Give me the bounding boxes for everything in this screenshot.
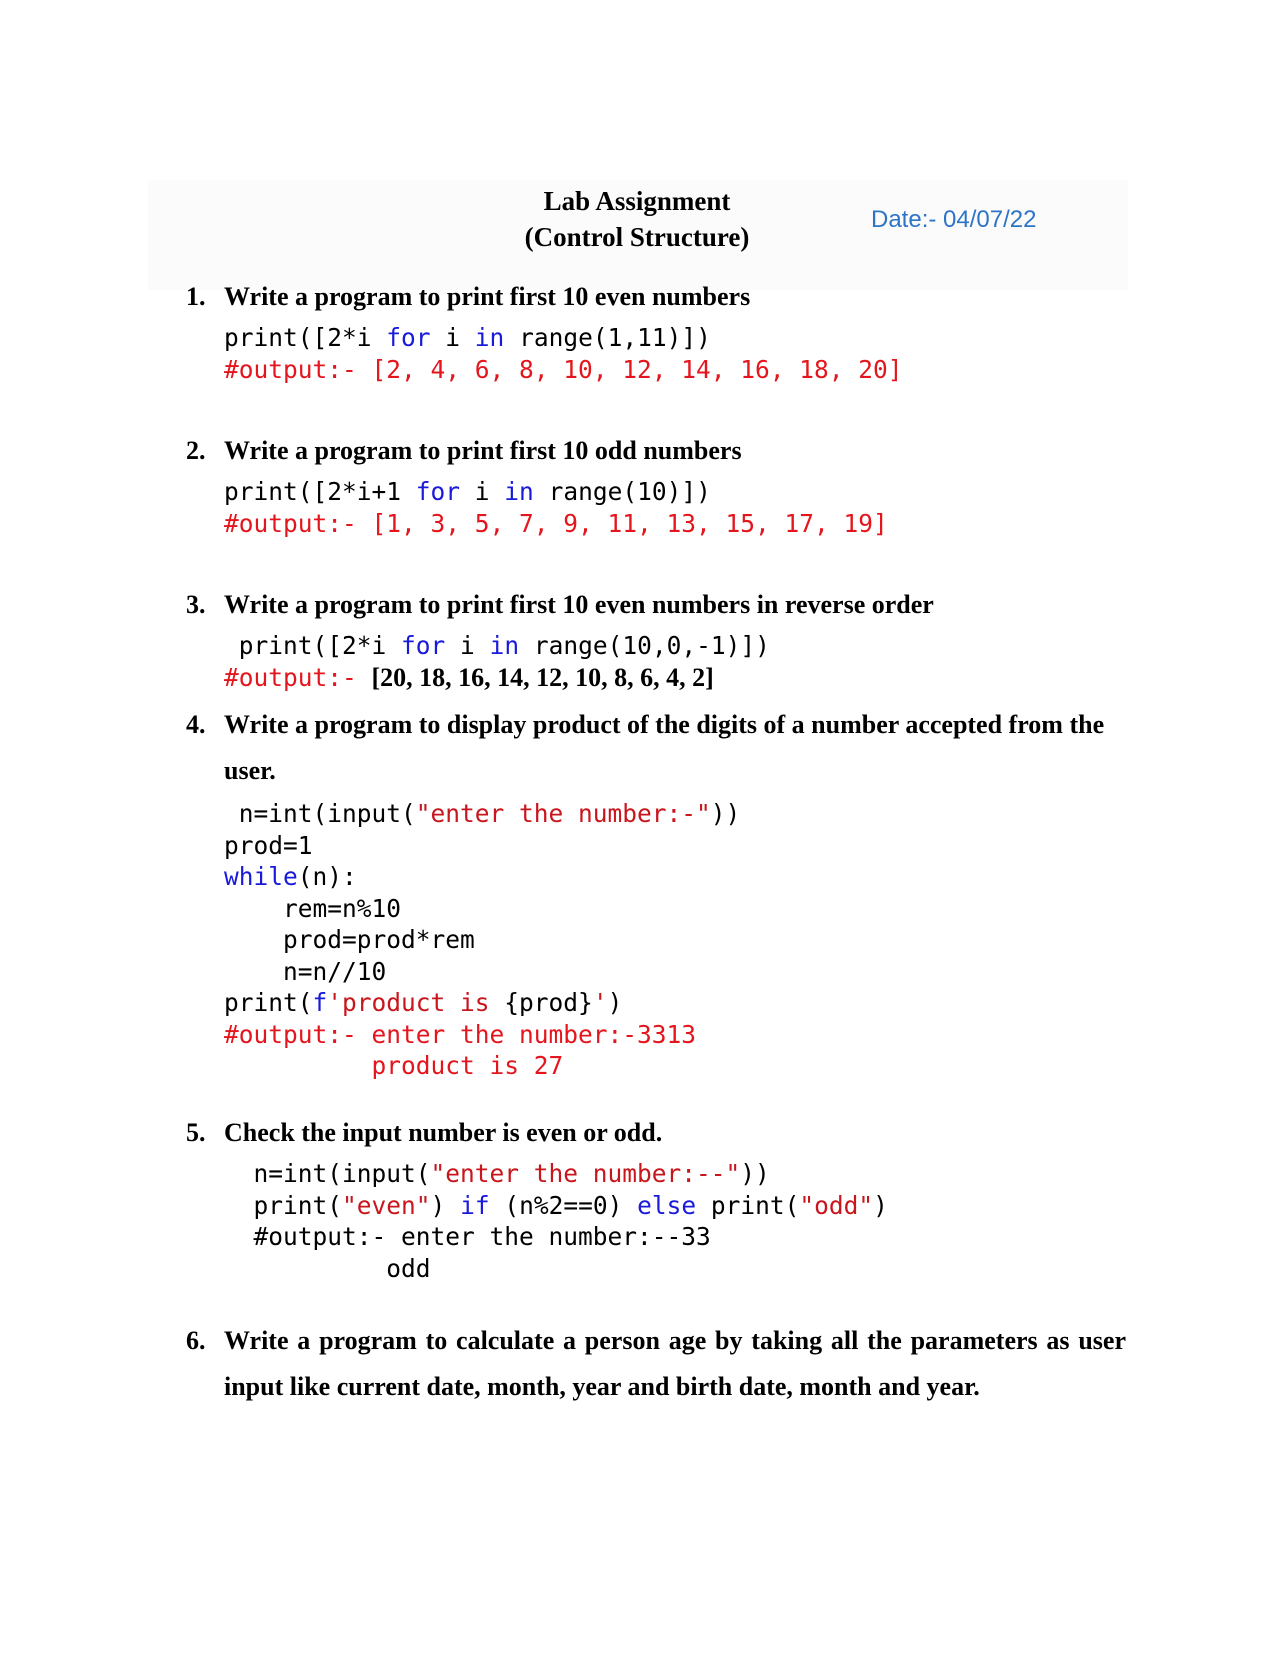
question-5	[186, 1110, 1126, 1156]
question-4	[186, 702, 1126, 794]
question-text: Write a program to print first 10 even numbers in reverse order	[224, 590, 934, 619]
code-block-4	[224, 798, 740, 1082]
code-line: prod=prod*rem	[224, 925, 475, 954]
question-text: Write a program to calculate a person age by taking all the parameters as user input like current date, month, year and birth date, month and year.	[224, 1326, 1126, 1401]
question-6	[186, 1318, 1126, 1410]
code-output: #output:- enter the number:-3313	[224, 1019, 697, 1049]
question-3	[186, 582, 1126, 628]
code-block-1	[224, 322, 903, 385]
page-subtitle: (Control Structure)	[524, 222, 750, 252]
question-text: Check the input number is even or odd.	[224, 1118, 663, 1147]
code-line: while(n):	[224, 862, 357, 891]
page-title: Lab Assignment	[543, 186, 731, 216]
code-line: print("even") if (n%2==0) else print("odd")	[253, 1190, 888, 1220]
question-text: Write a program to display product of the digits of a number accepted from the user.	[224, 710, 1105, 785]
code-line: n=int(input("enter the number:-"))	[238, 799, 741, 828]
question-number: 1.	[186, 282, 206, 311]
code-output: odd	[253, 1253, 431, 1283]
code-line: n=int(input("enter the number:--"))	[253, 1159, 770, 1188]
code-output: #output:- enter the number:--33	[253, 1222, 711, 1251]
question-1	[186, 274, 1126, 320]
code-block-5	[224, 1158, 888, 1284]
code-line: prod=1	[224, 830, 313, 860]
assignment-date: Date:- 04/07/22	[871, 206, 1037, 233]
code-line: print([2*i for i in range(1,11)])	[224, 323, 711, 352]
question-number: 2.	[186, 436, 206, 465]
code-line: rem=n%10	[224, 893, 402, 923]
code-block-3	[224, 630, 770, 693]
code-line: print([2*i for i in range(10,0,-1)])	[238, 631, 770, 660]
question-number: 5.	[186, 1118, 206, 1147]
question-number: 3.	[186, 590, 206, 619]
code-output: #output:- [20, 18, 16, 14, 12, 10, 8, 6, 4, 2]	[224, 662, 714, 692]
question-number: 6.	[186, 1326, 206, 1355]
code-output: #output:- [2, 4, 6, 8, 10, 12, 14, 16, 18, 20]	[224, 354, 903, 384]
code-line: n=n//10	[224, 956, 387, 986]
code-line: print(f'product is {prod}')	[224, 988, 623, 1017]
question-text: Write a program to print first 10 odd numbers	[224, 436, 742, 465]
code-output: #output:- [1, 3, 5, 7, 9, 11, 13, 15, 17, 19]	[224, 508, 888, 538]
code-block-2	[224, 476, 888, 539]
question-2	[186, 428, 1126, 474]
code-output: product is 27	[224, 1051, 564, 1080]
question-number: 4.	[186, 710, 206, 739]
question-text: Write a program to print first 10 even numbers	[224, 282, 751, 311]
code-line: print([2*i+1 for i in range(10)])	[224, 477, 711, 506]
